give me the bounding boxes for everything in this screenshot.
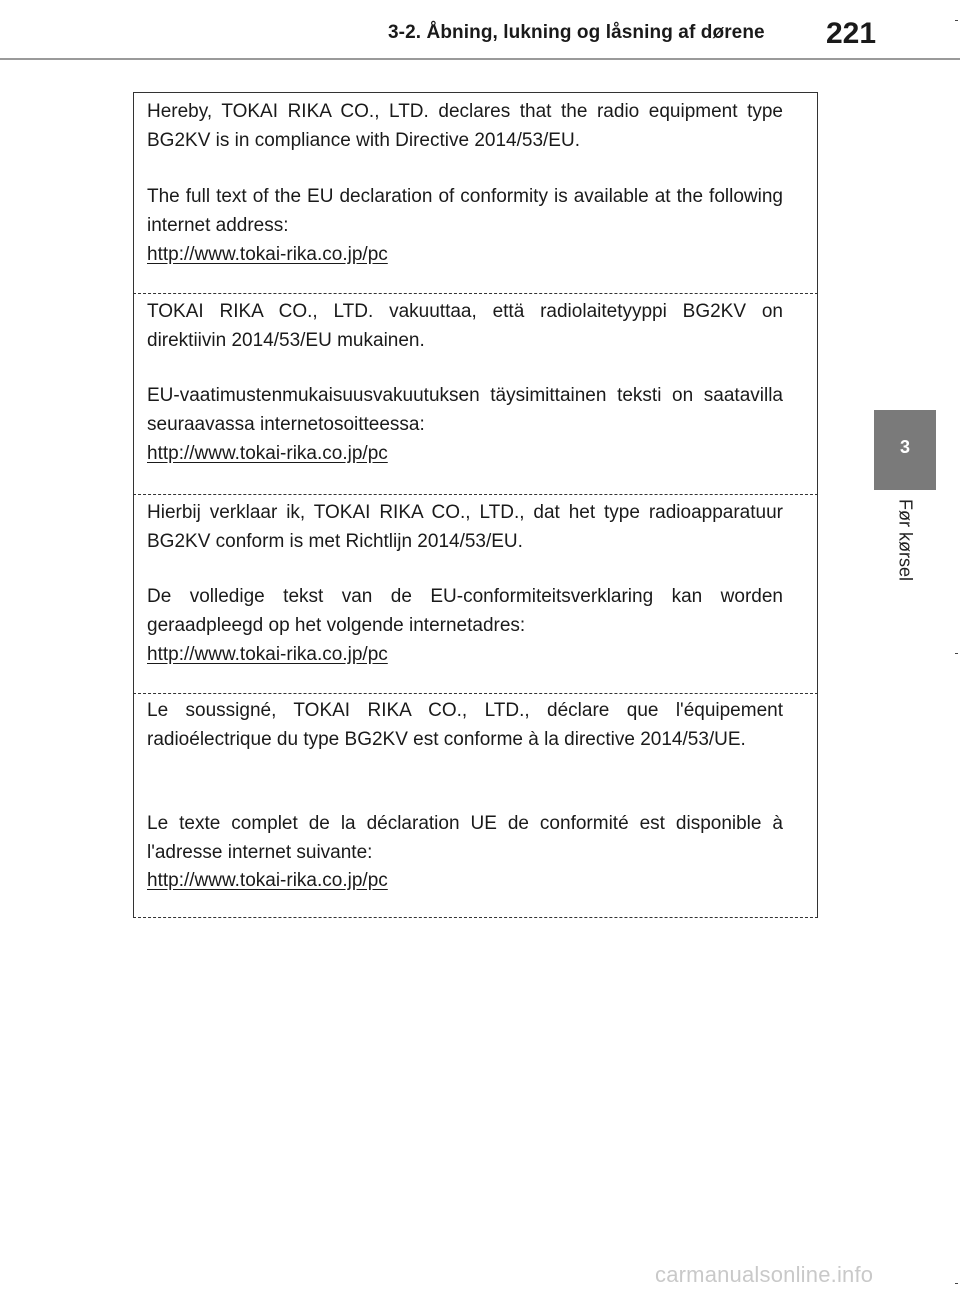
declaration-statement: Le soussigné, TOKAI RIKA CO., LTD., déclare que l'équipement radioélectrique du type BG2KV est conforme à la directive 2014/53/UE. [147, 700, 783, 750]
declaration-section-french [134, 693, 817, 917]
declaration-link[interactable]: http://www.tokai-rika.co.jp/pc [147, 244, 388, 265]
section-title: 3-2. Åbning, lukning og låsning af dørene [388, 22, 765, 43]
chapter-label: Før kørsel [895, 499, 916, 581]
crop-mark [955, 1283, 958, 1284]
crop-mark [955, 20, 958, 21]
declaration-box [133, 92, 818, 918]
declaration-section-english [134, 93, 817, 293]
declaration-statement: Hereby, TOKAI RIKA CO., LTD. declares that the radio equipment type BG2KV is in compliance with Directive 2014/53/EU. [147, 101, 783, 151]
declaration-statement: Hierbij verklaar ik, TOKAI RIKA CO., LTD., dat het type radioapparatuur BG2KV conform is met Richtlijn 2014/53/EU. [147, 502, 783, 552]
page-number: 221 [826, 17, 877, 50]
page-header [0, 0, 960, 60]
site-watermark: carmanualsonline.info [655, 1262, 874, 1287]
declaration-link[interactable]: http://www.tokai-rika.co.jp/pc [147, 644, 388, 665]
crop-mark [955, 653, 958, 654]
declaration-link[interactable]: http://www.tokai-rika.co.jp/pc [147, 443, 388, 464]
chapter-tab[interactable] [874, 410, 936, 490]
declaration-availability: EU-vaatimustenmukaisuusvakuutuksen täysimittainen teksti on saatavilla seuraavassa internetosoitteessa: [147, 385, 783, 435]
declaration-availability: The full text of the EU declaration of conformity is available at the following internet address: [147, 186, 783, 236]
declaration-availability: Le texte complet de la déclaration UE de conformité est disponible à l'adresse internet suivante: [147, 813, 783, 863]
declaration-availability: De volledige tekst van de EU-conformiteitsverklaring kan worden geraadpleegd op het volgende internetadres: [147, 586, 783, 636]
declaration-section-finnish [134, 293, 817, 493]
chapter-number: 3 [899, 437, 910, 457]
declaration-link[interactable]: http://www.tokai-rika.co.jp/pc [147, 870, 388, 891]
header-rule [0, 58, 960, 60]
declaration-statement: TOKAI RIKA CO., LTD. vakuuttaa, että radiolaitetyyppi BG2KV on direktiivin 2014/53/EU mukainen. [147, 301, 783, 351]
declaration-section-dutch [134, 494, 817, 693]
